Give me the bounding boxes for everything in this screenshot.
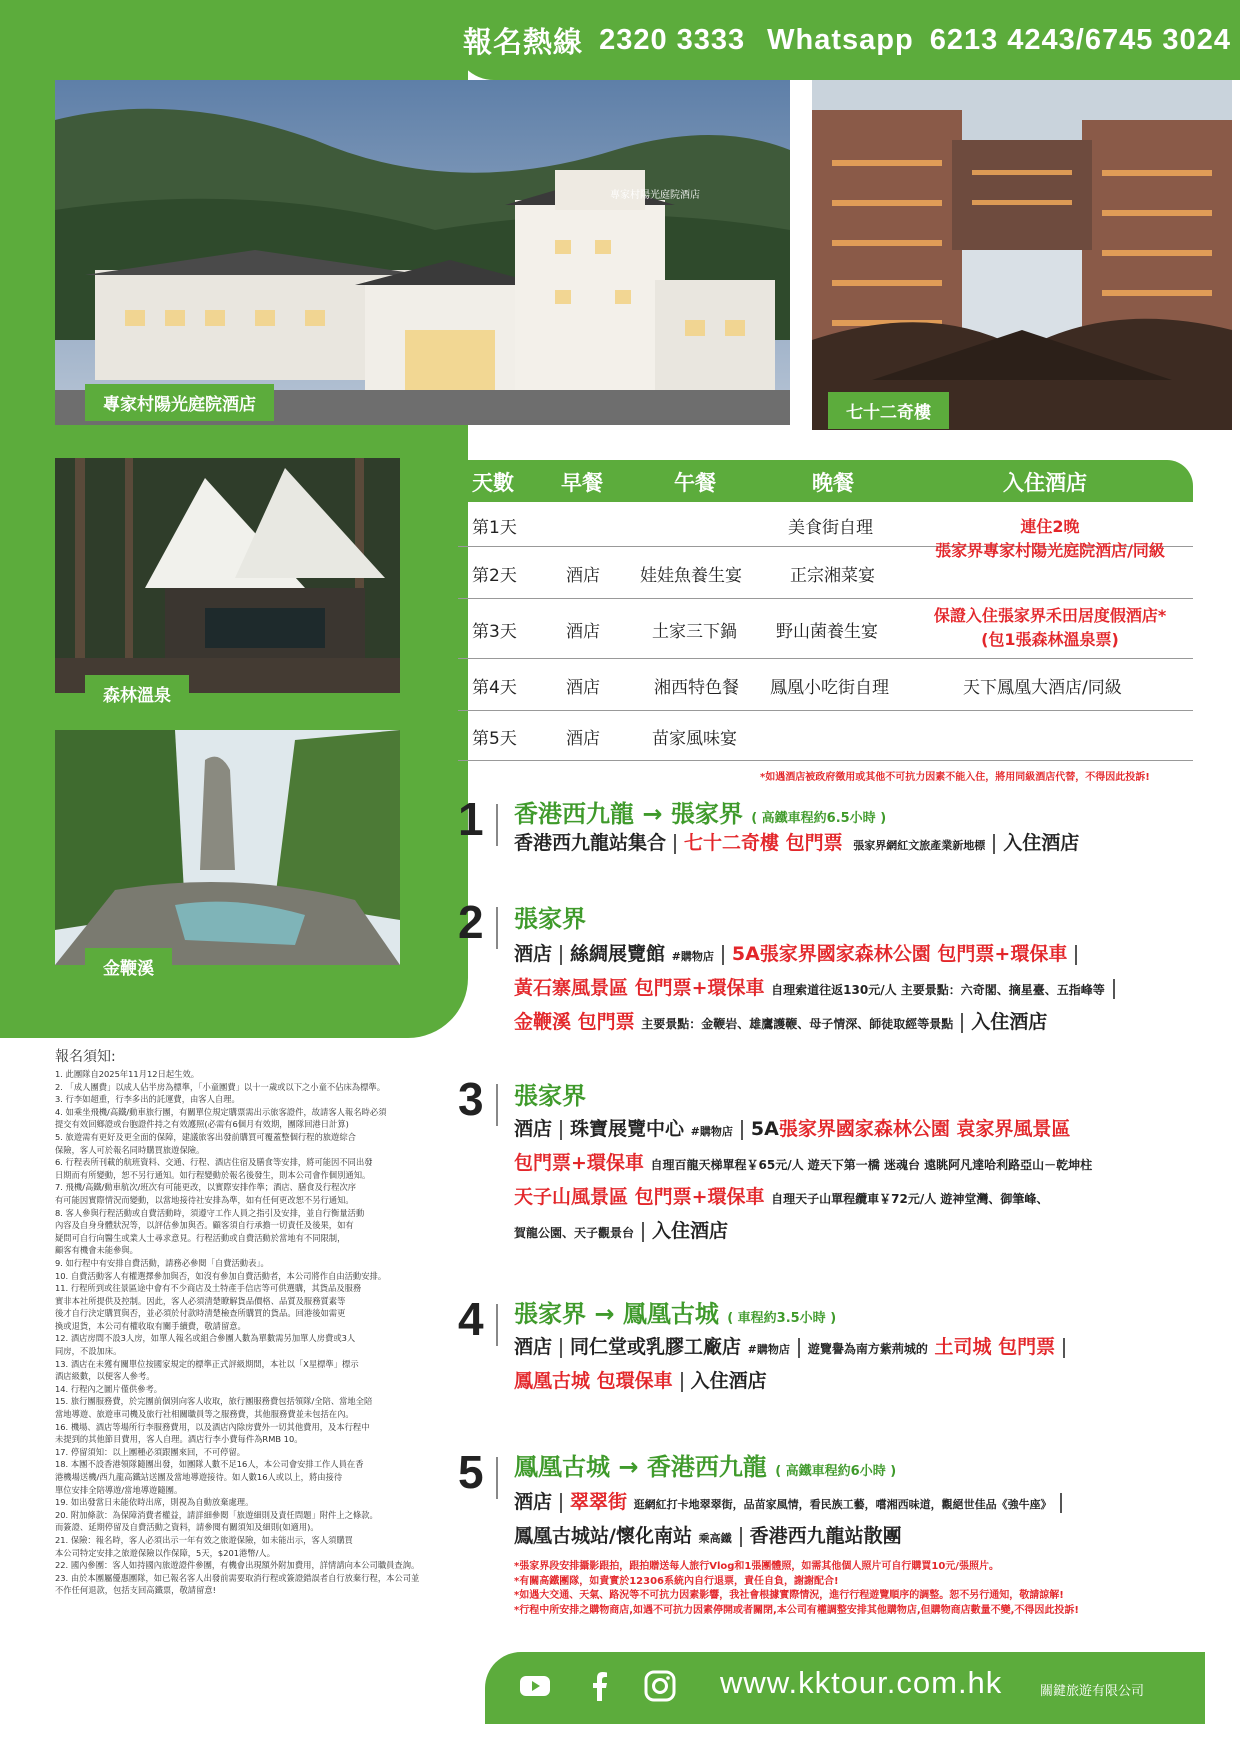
col-day-header: 天數: [472, 471, 514, 495]
text-segment: 珠寶展覽中心: [570, 1118, 685, 1140]
red-note-2: *有關高鐵團隊，如責實於12306系統內自行退票，責任自負，謝謝配合!: [514, 1575, 839, 1587]
whatsapp-numbers[interactable]: 6213 4243/6745 3024: [929, 23, 1231, 56]
hotel-day1-2-line2: 張家界專家村陽光庭院酒店/同級: [935, 541, 1165, 560]
lunch-cell: 娃娃魚養生宴: [640, 566, 742, 586]
day-divider: [496, 1304, 498, 1346]
day-divider: [496, 1084, 498, 1126]
breakfast-cell: 酒店: [566, 678, 600, 698]
hotel-photo: [55, 80, 790, 425]
text-segment: 5A: [750, 1118, 779, 1140]
day-title-text: 張家界 → 鳳凰古城: [514, 1300, 719, 1328]
day-number: 4: [458, 1293, 484, 1345]
facebook-icon[interactable]: [583, 1669, 617, 1707]
text-segment: 金鞭溪 包門票: [514, 1011, 635, 1033]
text-segment: 天子山風景區 包門票+環保車: [514, 1186, 765, 1208]
text-segment: 香港西九龍站散團: [749, 1525, 902, 1547]
terms-item: 換或退貨，本公司有權收取有關手續費，敬請留意。: [55, 1320, 246, 1331]
red-note-3: *如遇大交通、天氣、路況等不可抗力因素影響，我社會根據實際情況，進行行程遊覽順序的調整。恕不另行通知，敬請諒解!: [514, 1590, 1064, 1601]
day-cell: 第2天: [472, 566, 517, 586]
terms-item: 14. 行程內之圖片僅供參考。: [55, 1383, 163, 1394]
text-segment: 自理百龍天梯單程￥65元/人 遊天下第一橋 迷魂台 遠眺阿凡達哈利路亞山－乾坤柱: [650, 1158, 1093, 1172]
hotel-footnote: *如遇酒店被政府徵用或其他不可抗力因素不能入住，將用同級酒店代替，不得因此投訴!: [760, 772, 1150, 783]
day-number: 5: [458, 1446, 484, 1498]
terms-item: 21. 保險：報名時，客人必須出示一年有效之旅遊保險，如未能出示，客人須購買: [55, 1534, 353, 1545]
hotline-label: 報名熱線: [463, 26, 584, 59]
text-segment: 鳳凰古城站/懷化南站: [514, 1525, 692, 1547]
day-title-text: 鳳凰古城 → 香港西九龍: [514, 1453, 767, 1481]
lunch-cell: 湘西特色餐: [654, 678, 739, 698]
col-breakfast-header: 早餐: [561, 471, 603, 495]
text-segment: 入住酒店: [690, 1370, 767, 1392]
day-title-note: ( 車程約3.5小時 ): [727, 1311, 837, 1326]
text-segment: 酒店: [514, 1491, 553, 1513]
terms-item: 7. 飛機/高鐵/動車航次/班次有可能更改，以實際安排作準；酒店、膳食及行程次序: [55, 1182, 357, 1193]
instagram-icon[interactable]: [643, 1669, 677, 1707]
text-segment: #購物店: [690, 1125, 733, 1138]
day-title-text: 香港西九龍 → 張家界: [514, 800, 743, 828]
terms-item: 22. 國內參團：客人如持國內旅遊證件參團，有機會出現額外附加費用，詳情請向本公司職員查詢。: [55, 1560, 420, 1571]
day-title: [514, 1447, 896, 1482]
text-segment: 張家界網紅文旅產業新地標: [853, 839, 986, 852]
jinbianxi-caption: 金鞭溪: [85, 948, 172, 985]
hotline-banner: [454, 0, 1240, 80]
text-segment: #購物店: [671, 950, 714, 963]
hotel-day3-line1: 保證入住張家界禾田居度假酒店*: [933, 606, 1167, 625]
text-segment: 酒店: [514, 1118, 553, 1140]
text-segment: 逛網紅打卡地翠翠街，品苗家風情，看民族工藝，嚐湘西味道，觀絕世佳品《強牛座》: [633, 1498, 1052, 1511]
terms-heading: 報名須知:: [55, 1049, 116, 1065]
day-number: 1: [458, 793, 484, 845]
col-hotel-header: 入住酒店: [1003, 471, 1087, 495]
terms-item: 5. 旅遊需有更好及更全面的保障，建議旅客出發前購買可覆蓋整個行程的旅遊綜合: [55, 1131, 356, 1142]
hotspring-caption: 森林溫泉: [85, 675, 189, 712]
day-number: 3: [458, 1073, 484, 1125]
terms-item: 20. 附加條款：為保障消費者權益，請詳細參閱「旅遊細則及責任問題」附件上之條款。: [55, 1509, 378, 1520]
day-title: [514, 794, 886, 829]
qishierqilou-caption: 七十二奇樓: [828, 392, 949, 429]
terms-item: 內容及自身身體狀況等，以評估參加與否。顧客須自行承擔一切責任及後果，如有: [55, 1220, 354, 1231]
jinbianxi-photo: [55, 730, 400, 965]
terms-item: 單位安排全陪導遊/當地導遊隨團。: [55, 1484, 183, 1495]
terms-item: 顧客有機會未能參與。: [55, 1245, 138, 1256]
hotel-cell: 天下鳳凰大酒店/同級: [963, 678, 1122, 698]
website-link[interactable]: www.kktour.com.hk: [720, 1665, 1003, 1700]
terms-item: 後才自行決定購買與否，並必須於付款時清楚檢查所購買的貨品。回港後如需更: [55, 1308, 346, 1319]
text-segment: 賀龍公園、天子觀景台: [514, 1226, 635, 1240]
terms-item: 11. 行程所到或往景區途中會有不少商店及土特產手信店等可供選購，其貨品及服務: [55, 1283, 362, 1294]
terms-item: 10. 自費活動客人有權選擇參加與否，如沒有參加自費活動者，本公司將作自由活動安排。: [55, 1270, 387, 1281]
hotel-photo-caption: 專家村陽光庭院酒店: [85, 384, 274, 421]
text-segment: 黃石寨風景區 包門票+環保車: [514, 977, 765, 999]
text-segment: 包門票+環保車: [514, 1152, 644, 1174]
text-segment: 乘高鐵: [698, 1532, 732, 1545]
text-segment: #購物店: [747, 1343, 790, 1356]
day-line-3: [514, 1005, 1047, 1041]
day-line-2: [514, 1364, 767, 1398]
terms-item: 未提到的其他節目費用，客人自理。酒店行李小費每件為RMB 10。: [55, 1434, 303, 1445]
text-segment: 入住酒店: [971, 1011, 1048, 1033]
text-segment: 同仁堂或乳膠工廠店: [570, 1336, 742, 1358]
whatsapp-label: Whatsapp: [767, 23, 914, 56]
text-segment: 土司城 包門票: [934, 1336, 1056, 1358]
day-line-2: [514, 1519, 902, 1556]
day-title-note: ( 高鐵車程約6小時 ): [775, 1464, 897, 1479]
terms-item: 港機場送機/西九龍高鐵站送團及當地導遊接待。如人數16人或以上，將由接待: [55, 1472, 343, 1482]
terms-item: 16. 機場、酒店等場所行李服務費用，以及酒店內除房費外一切其他費用，及本行程中: [55, 1421, 370, 1432]
day-line-1: [514, 1330, 1073, 1367]
text-segment: 翠翠街: [570, 1491, 628, 1513]
text-segment: 七十二奇樓 包門票: [684, 832, 843, 854]
dinner-cell: 野山菌養生宴: [776, 622, 878, 642]
terms-item: 同房，不設加床。: [55, 1346, 122, 1357]
day-line-1: [514, 1112, 1070, 1149]
hotel-day3: [880, 604, 1220, 652]
text-segment: 遊覽譽為南方紫荊城的: [807, 1342, 928, 1356]
day-title: 張家界: [514, 1082, 586, 1110]
hotline-number[interactable]: 2320 3333: [599, 23, 746, 56]
day-line-1: [514, 826, 1079, 863]
red-note-4: *行程中所安排之購物商店,如遇不可抗力因素停開或者關閉,本公司有權調整安排其他購物店,但購物商店數量不變,不得因此投訴!: [514, 1604, 1079, 1616]
terms-item: 不作任何退款，包括支回高鐵票，敬請留意!: [55, 1585, 216, 1596]
col-lunch-header: 午餐: [674, 471, 716, 495]
day-divider: [496, 907, 498, 949]
hotel-day1-2-line1: 連住2晚: [1020, 517, 1080, 536]
day-divider: [496, 1457, 498, 1499]
terms-item: 1. 此團隊自2025年11月12日起生效。: [55, 1069, 200, 1079]
day-line-2: [514, 971, 1123, 1007]
hotel-day3-line2: (包1張森林溫泉票): [981, 630, 1119, 649]
text-segment: 主要景點：金鞭岩、雄鷹護鞭、母子情深、師徒取經等景點: [641, 1017, 954, 1031]
day-divider: [496, 804, 498, 846]
terms-item: 酒店級數，以便客人參考。: [55, 1371, 155, 1382]
day-line-3: [514, 1180, 1048, 1216]
day-line-2: [514, 1146, 1092, 1182]
red-note-1: *張家界段安排攝影跟拍，跟拍贈送每人旅行Vlog和1張團體照，如需其他個人照片可自行購買10元/張照片。: [514, 1561, 999, 1572]
terms-item: 19. 如出發當日未能依時出席，則視為自動放棄處理。: [55, 1497, 254, 1508]
terms-item: 3. 行李如超重，行李多出的託運費，由客人自理。: [55, 1094, 240, 1105]
terms-item: 當地導遊、旅遊車司機及旅行社相關職員等之服務費，其他服務費並未包括在內。: [55, 1409, 354, 1420]
meal-table-header: [448, 460, 1193, 502]
day-line-1: [514, 1485, 1070, 1522]
terms-item: 而簽證、延期停留及自費活動之資料，請參閱有關須知及細則(如適用)。: [55, 1522, 319, 1533]
text-segment: 入住酒店: [1003, 832, 1080, 854]
terms-item: 13. 酒店在未獲有關單位按國家規定的標準正式評級期間，本社以「X星標準」標示: [55, 1358, 359, 1369]
qishierqilou-photo: [812, 80, 1232, 430]
text-segment: 入住酒店: [652, 1220, 729, 1242]
terms-item: 15. 旅行團服務費，於完團前個別向客人收取，旅行團服務費包括領隊/全陪、當地全陪: [55, 1396, 373, 1407]
text-segment: 酒店: [514, 943, 553, 965]
lunch-cell: 苗家風味宴: [652, 729, 737, 749]
day-line-4: [514, 1214, 728, 1250]
terms-item: 6. 行程表所刊載的航班資料、交通、行程、酒店住宿及膳食等安排，將可能因不同出發: [55, 1157, 373, 1168]
terms-item: 23. 由於本團屬優惠團隊，如已報名客人出發前需要取消行程或簽證錯誤者自行放棄行程，本公司並: [55, 1572, 420, 1583]
company-name: 關鍵旅遊有限公司: [1040, 1684, 1145, 1699]
day-cell: 第5天: [472, 729, 517, 749]
dinner-cell: 鳳凰小吃街自理: [770, 678, 889, 698]
terms-item: 9. 如行程中有安排自費活動，請務必參閱「自費活動表」。: [55, 1257, 269, 1268]
terms-item: 18. 本團不設香港領隊隨團出發，如團隊人數不足16人，本公司會安排工作人員在香: [55, 1459, 364, 1470]
terms-item: 實非本社所提供及控制。因此，客人必須清楚瞭解貨品價格、品質及服務質素等: [55, 1295, 346, 1306]
terms-item: 日期而有所變動，恕不另行通知。如行程變動於報名後發生，則本公司會作個別通知。: [55, 1169, 371, 1180]
breakfast-cell: 酒店: [566, 729, 600, 749]
day-number: 2: [458, 896, 484, 948]
day-title-note: ( 高鐵車程約6.5小時 ): [751, 811, 887, 826]
terms-list: [55, 1068, 423, 1597]
text-segment: 5A張家界國家森林公園 包門票+環保車: [731, 943, 1068, 965]
day-line-1: [514, 937, 1085, 974]
terms-item: 有可能因實際情況而變動，以當地接待社安排為準，如有任何更改恕不另行通知。: [55, 1194, 354, 1205]
terms-item: 8. 客人參與行程活動或自費活動時，須遵守工作人員之指引及安排，並自行衡量活動: [55, 1207, 365, 1218]
text-segment: 自理索道往返130元/人 主要景點：六奇閣、摘星臺、五指峰等: [771, 983, 1105, 997]
terms-item: 4. 如乘坐飛機/高鐵/動車旅行團，有關單位規定購票需出示旅客證件，故請客人報名時必須: [55, 1106, 387, 1117]
day-cell: 第3天: [472, 622, 517, 642]
day-cell: 第4天: [472, 678, 517, 698]
text-segment: 張家界國家森林公園 袁家界風景區: [778, 1118, 1071, 1140]
lunch-cell: 土家三下鍋: [652, 622, 737, 642]
dinner-cell: 正宗湘菜宴: [790, 566, 875, 586]
text-segment: 香港西九龍站集合: [514, 832, 667, 854]
text-segment: 鳳凰古城 包環保車: [514, 1370, 673, 1392]
text-segment: 自理天子山單程纜車￥72元/人 遊神堂灣、御筆峰、: [771, 1192, 1049, 1206]
terms-item: 本公司特定安排之旅遊保險以作保障，5天，$201港幣/人。: [55, 1547, 276, 1558]
terms-item: 2. 「成人團費」以成人佔半房為標準，「小童團費」以十一歲或以下之小童不佔床為標準。: [55, 1081, 385, 1092]
terms-item: 12. 酒店房間不設3人房，如單人報名或組合參團人數為單數需另加單人房費或3人: [55, 1333, 356, 1344]
breakfast-cell: 酒店: [566, 622, 600, 642]
day-title: [514, 1294, 836, 1329]
text-segment: 酒店: [514, 1336, 553, 1358]
day-title: 張家界: [514, 905, 586, 933]
dinner-cell: 美食街自理: [788, 518, 873, 538]
terms-item: 提交有效回鄉證或台胞證件持之有效護照(必需有6個月有效期，團隊回港日計算): [55, 1119, 349, 1130]
hotel-sign-text: 專家村陽光庭院酒店: [610, 190, 700, 201]
terms-item: 保險，客人可於報名同時購買旅遊保險。: [55, 1144, 205, 1155]
breakfast-cell: 酒店: [566, 566, 600, 586]
red-notes: [514, 1560, 1224, 1618]
terms-item: 疑問可自行向醫生或業人士尋求意見。行程活動或自費活動於當地有不同限制，: [55, 1232, 346, 1243]
day-cell: 第1天: [472, 518, 517, 538]
hotspring-photo: [55, 458, 400, 693]
youtube-icon[interactable]: [518, 1669, 552, 1707]
meal-row-5: [458, 711, 1193, 761]
meal-row-4: [458, 659, 1193, 711]
hotel-day1-2: [880, 515, 1220, 563]
terms-item: 17. 停留須知：以上團種必須跟團來回，不可停留。: [55, 1446, 246, 1457]
col-dinner-header: 晚餐: [812, 471, 854, 495]
text-segment: 絲綢展覽館: [570, 943, 666, 965]
